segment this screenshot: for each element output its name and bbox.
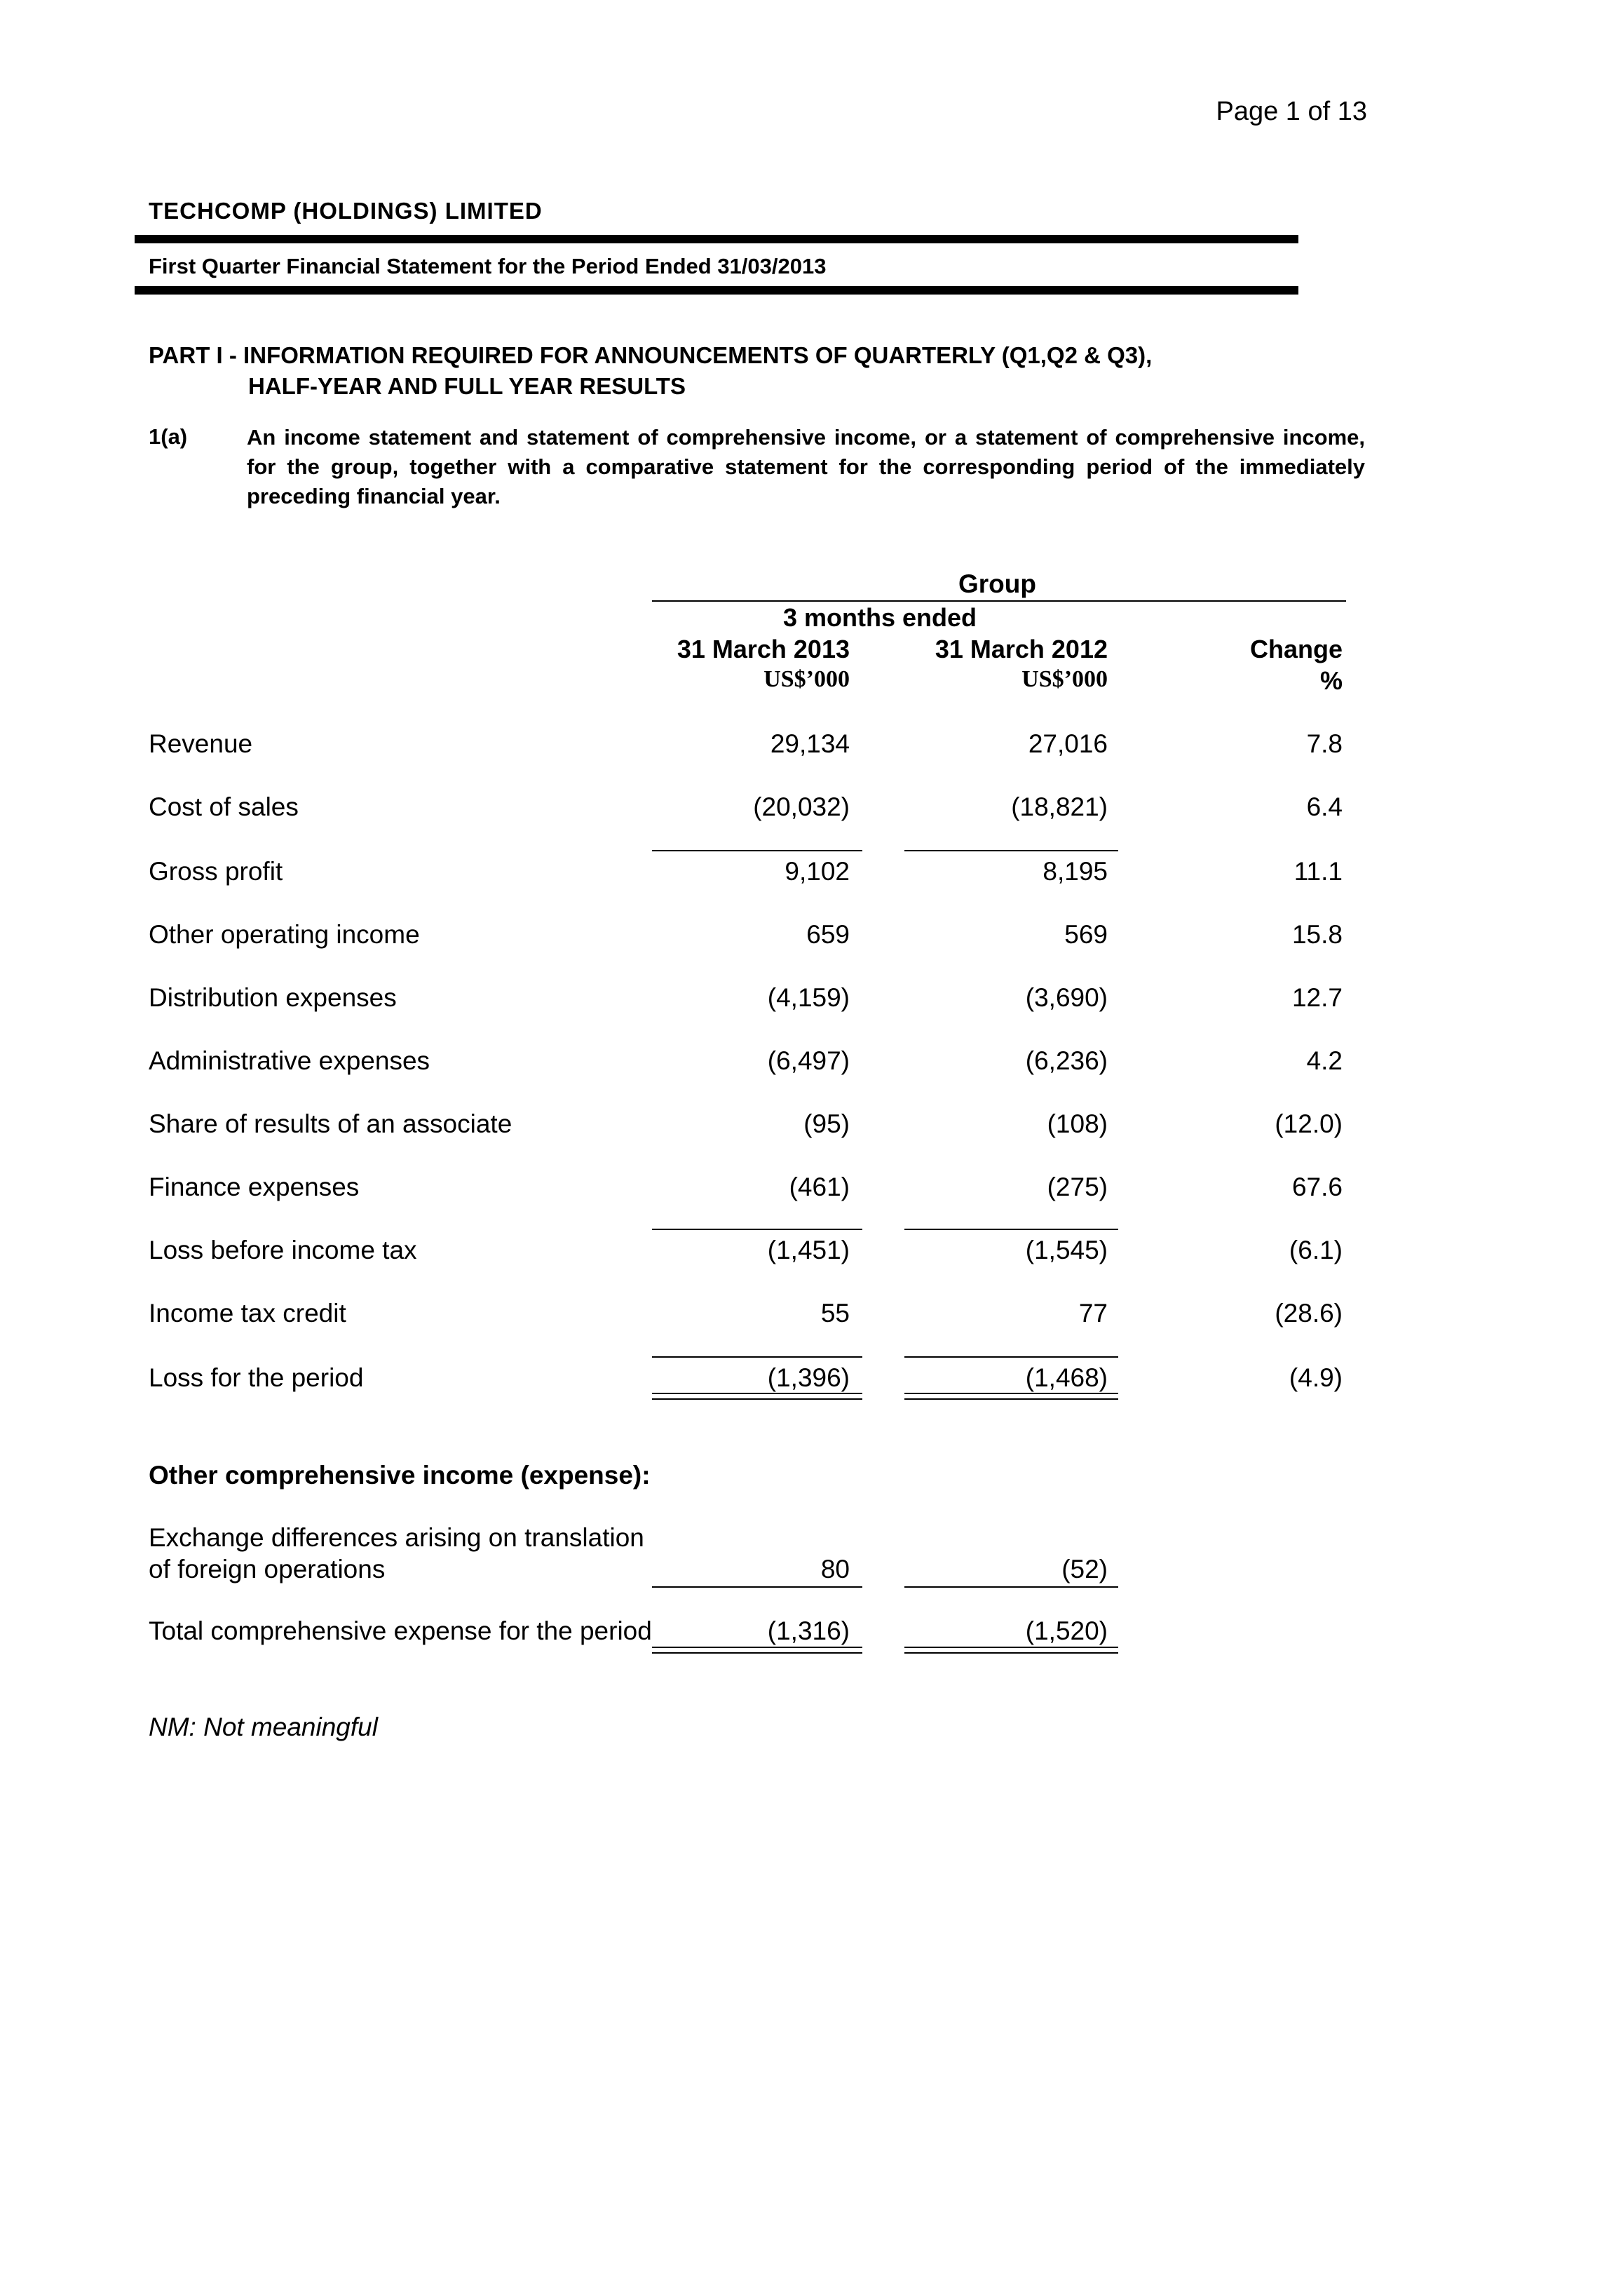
oci-rule-2013 [652,1586,862,1588]
row-value-change: 4.2 [1306,1046,1343,1075]
row-value-2012: (108) [1047,1109,1108,1138]
row-value-2012: (275) [1047,1173,1108,1201]
subtotal-rule-2013 [652,1229,862,1230]
row-value-change: 6.4 [1306,792,1343,821]
oci-exchange-2013: 80 [820,1555,850,1583]
oci-exchange-label-line2: of foreign operations [149,1555,386,1583]
grand-total-rule-2012-b [904,1652,1118,1654]
col-header-change: Change [1249,635,1343,663]
row-value-2012: 27,016 [1028,729,1108,758]
row-value-2013: (4,159) [767,983,850,1012]
subtotal-rule-2012 [904,1356,1118,1358]
part-heading [149,340,1152,402]
group-label: Group [958,569,1036,598]
row-value-2013: (20,032) [753,792,850,821]
subtotal-rule-2012 [904,1229,1118,1230]
row-value-2013: (1,396) [767,1363,850,1392]
row-label-share-of-associate: Share of results of an associate [149,1109,512,1138]
oci-exchange-label-line1: Exchange differences arising on translation [149,1523,644,1552]
row-label-distribution-expenses: Distribution expenses [149,983,397,1012]
row-value-2012: (1,468) [1025,1363,1108,1392]
row-value-2013: 659 [806,920,850,949]
row-value-2013: 9,102 [785,857,850,886]
oci-heading: Other comprehensive income (expense): [149,1461,651,1490]
subtotal-rule-2013 [652,1356,862,1358]
period-label: 3 months ended [782,603,977,632]
row-value-change: 7.8 [1306,729,1343,758]
row-value-2012: 77 [1078,1299,1108,1328]
col-unit-2012: US$’000 [1021,666,1108,692]
row-label-loss-for-period: Loss for the period [149,1363,364,1392]
total-rule-2012-b [904,1398,1118,1400]
row-value-change: (12.0) [1275,1109,1343,1138]
row-value-change: (6.1) [1289,1236,1343,1264]
oci-rule-2012 [904,1586,1118,1588]
company-name: TECHCOMP (HOLDINGS) LIMITED [149,198,543,224]
subtotal-rule-2012 [904,850,1118,851]
row-value-2012: (1,545) [1025,1236,1108,1264]
total-rule-2012-a [904,1393,1118,1394]
col-header-2012: 31 March 2012 [935,635,1108,663]
row-value-2013: (95) [803,1109,850,1138]
row-value-2013: 29,134 [770,729,850,758]
oci-exchange-2012: (52) [1061,1555,1108,1583]
section-number: 1(a) [149,424,188,449]
page-number: Page 1 of 13 [1216,97,1367,126]
row-value-change: 12.7 [1291,983,1343,1012]
row-value-2012: 8,195 [1043,857,1108,886]
header-rule-bottom [135,286,1298,295]
row-value-2013: (6,497) [767,1046,850,1075]
row-label-cost-of-sales: Cost of sales [149,792,299,821]
row-value-change: 15.8 [1291,920,1343,949]
total-comprehensive-2013: (1,316) [767,1616,850,1645]
footnote: NM: Not meaningful [149,1713,378,1741]
row-value-2013: 55 [820,1299,850,1328]
grand-total-rule-2012-a [904,1647,1118,1648]
row-label-income-tax-credit: Income tax credit [149,1299,346,1328]
row-value-2013: (461) [789,1173,850,1201]
row-label-revenue: Revenue [149,729,253,758]
row-value-change: (28.6) [1275,1299,1343,1328]
grand-total-rule-2013-b [652,1652,862,1654]
row-value-change: (4.9) [1289,1363,1343,1392]
row-value-2012: 569 [1064,920,1108,949]
row-value-change: 11.1 [1293,857,1343,886]
col-unit-change: % [1319,666,1343,695]
total-rule-2013-a [652,1393,862,1394]
section-description: An income statement and statement of comprehensive income, or a statement of comprehensive income, for the group, together with a comparative statement for the corresponding period of the immediately preceding financial year. [247,425,1365,508]
subtotal-rule-2013 [652,850,862,851]
row-value-2012: (6,236) [1025,1046,1108,1075]
total-rule-2013-b [652,1398,862,1400]
row-value-2012: (3,690) [1025,983,1108,1012]
col-unit-2013: US$’000 [763,666,850,692]
row-label-other-operating-income: Other operating income [149,920,420,949]
row-value-2013: (1,451) [767,1236,850,1264]
group-underline [652,600,1346,602]
header-rule-top [135,235,1298,243]
row-label-administrative-expenses: Administrative expenses [149,1046,430,1075]
part-heading-line2: HALF-YEAR AND FULL YEAR RESULTS [248,373,686,399]
row-label-gross-profit: Gross profit [149,857,283,886]
row-value-2012: (18,821) [1011,792,1108,821]
statement-subtitle: First Quarter Financial Statement for the Period Ended 31/03/2013 [149,254,827,278]
grand-total-rule-2013-a [652,1647,862,1648]
total-comprehensive-2012: (1,520) [1025,1616,1108,1645]
col-header-2013: 31 March 2013 [677,635,850,663]
row-label-finance-expenses: Finance expenses [149,1173,360,1201]
total-comprehensive-label: Total comprehensive expense for the period [149,1616,652,1645]
part-heading-line1: PART I - INFORMATION REQUIRED FOR ANNOUNCEMENTS OF QUARTERLY (Q1,Q2 & Q3), [149,342,1153,368]
row-label-loss-before-tax: Loss before income tax [149,1236,417,1264]
row-value-change: 67.6 [1291,1173,1343,1201]
